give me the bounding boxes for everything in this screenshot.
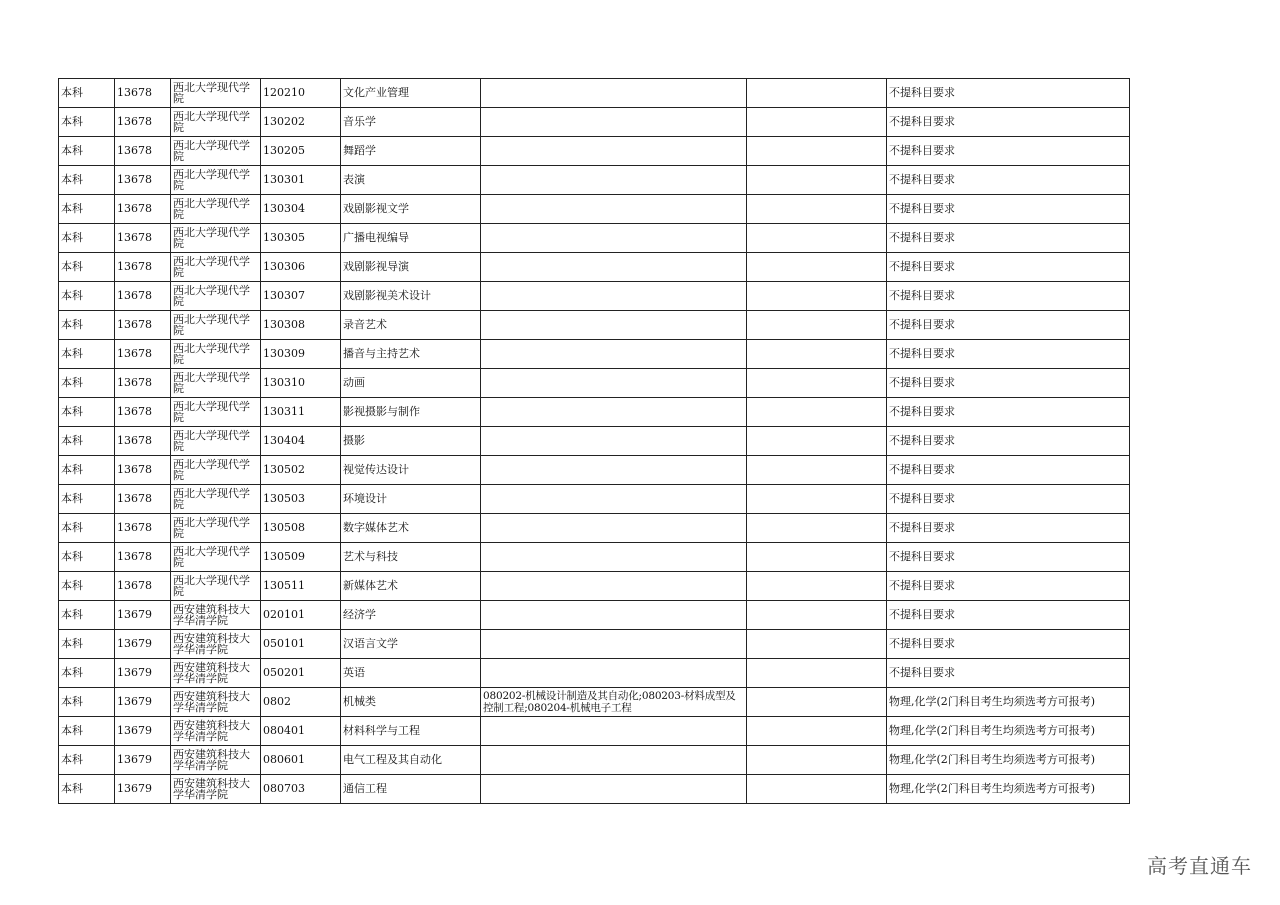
cell-major-name: 机械类 bbox=[341, 688, 481, 717]
cell-major-name: 汉语言文学 bbox=[341, 630, 481, 659]
cell-level: 本科 bbox=[59, 253, 115, 282]
cell-major-name: 动画 bbox=[341, 369, 481, 398]
table-row bbox=[59, 717, 1130, 746]
table-row bbox=[59, 630, 1130, 659]
cell-major-name: 录音艺术 bbox=[341, 311, 481, 340]
cell-included-majors bbox=[481, 253, 747, 282]
cell-included-majors bbox=[481, 572, 747, 601]
cell-subject-requirement: 不提科目要求 bbox=[887, 282, 1130, 311]
cell-major-name: 音乐学 bbox=[341, 108, 481, 137]
cell-school-name: 西北大学现代学院 bbox=[171, 485, 261, 514]
cell-level: 本科 bbox=[59, 224, 115, 253]
cell-major-name: 新媒体艺术 bbox=[341, 572, 481, 601]
cell-included-majors bbox=[481, 630, 747, 659]
cell-major-name: 戏剧影视美术设计 bbox=[341, 282, 481, 311]
cell-included-majors bbox=[481, 166, 747, 195]
table-row bbox=[59, 282, 1130, 311]
cell-level: 本科 bbox=[59, 166, 115, 195]
table-row bbox=[59, 543, 1130, 572]
cell-blank bbox=[747, 108, 887, 137]
cell-blank bbox=[747, 137, 887, 166]
cell-school-code: 13678 bbox=[115, 398, 171, 427]
cell-level: 本科 bbox=[59, 630, 115, 659]
cell-subject-requirement: 不提科目要求 bbox=[887, 601, 1130, 630]
table-row bbox=[59, 311, 1130, 340]
cell-subject-requirement: 不提科目要求 bbox=[887, 311, 1130, 340]
cell-included-majors bbox=[481, 427, 747, 456]
cell-major-code: 080601 bbox=[261, 746, 341, 775]
cell-blank bbox=[747, 224, 887, 253]
cell-level: 本科 bbox=[59, 456, 115, 485]
cell-school-name: 西安建筑科技大学华清学院 bbox=[171, 630, 261, 659]
cell-school-code: 13678 bbox=[115, 224, 171, 253]
cell-subject-requirement: 不提科目要求 bbox=[887, 485, 1130, 514]
table-row bbox=[59, 456, 1130, 485]
cell-subject-requirement: 物理,化学(2门科目考生均须选考方可报考) bbox=[887, 688, 1130, 717]
watermark-text: 高考直通车 bbox=[1147, 854, 1252, 878]
table-row bbox=[59, 195, 1130, 224]
cell-school-name: 西北大学现代学院 bbox=[171, 369, 261, 398]
cell-blank bbox=[747, 485, 887, 514]
cell-school-name: 西北大学现代学院 bbox=[171, 108, 261, 137]
cell-blank bbox=[747, 79, 887, 108]
cell-major-code: 130202 bbox=[261, 108, 341, 137]
cell-school-code: 13679 bbox=[115, 717, 171, 746]
cell-blank bbox=[747, 572, 887, 601]
cell-level: 本科 bbox=[59, 775, 115, 804]
table-row bbox=[59, 775, 1130, 804]
cell-major-code: 130306 bbox=[261, 253, 341, 282]
cell-school-code: 13679 bbox=[115, 688, 171, 717]
cell-major-code: 130502 bbox=[261, 456, 341, 485]
cell-blank bbox=[747, 369, 887, 398]
cell-school-name: 西北大学现代学院 bbox=[171, 282, 261, 311]
cell-school-name: 西北大学现代学院 bbox=[171, 79, 261, 108]
cell-major-code: 130305 bbox=[261, 224, 341, 253]
cell-school-code: 13679 bbox=[115, 601, 171, 630]
cell-major-code: 130205 bbox=[261, 137, 341, 166]
cell-major-code: 120210 bbox=[261, 79, 341, 108]
cell-school-name: 西北大学现代学院 bbox=[171, 166, 261, 195]
cell-blank bbox=[747, 398, 887, 427]
cell-level: 本科 bbox=[59, 369, 115, 398]
cell-major-code: 130310 bbox=[261, 369, 341, 398]
cell-school-name: 西北大学现代学院 bbox=[171, 137, 261, 166]
cell-subject-requirement: 不提科目要求 bbox=[887, 195, 1130, 224]
cell-blank bbox=[747, 601, 887, 630]
cell-school-code: 13678 bbox=[115, 311, 171, 340]
cell-subject-requirement: 不提科目要求 bbox=[887, 108, 1130, 137]
cell-school-name: 西北大学现代学院 bbox=[171, 195, 261, 224]
cell-school-name: 西北大学现代学院 bbox=[171, 572, 261, 601]
cell-school-name: 西北大学现代学院 bbox=[171, 224, 261, 253]
cell-school-name: 西北大学现代学院 bbox=[171, 398, 261, 427]
cell-school-name: 西北大学现代学院 bbox=[171, 456, 261, 485]
cell-level: 本科 bbox=[59, 485, 115, 514]
table-row bbox=[59, 340, 1130, 369]
cell-included-majors bbox=[481, 485, 747, 514]
cell-school-code: 13678 bbox=[115, 514, 171, 543]
table-row bbox=[59, 369, 1130, 398]
cell-blank bbox=[747, 166, 887, 195]
cell-subject-requirement: 物理,化学(2门科目考生均须选考方可报考) bbox=[887, 775, 1130, 804]
cell-subject-requirement: 不提科目要求 bbox=[887, 369, 1130, 398]
cell-level: 本科 bbox=[59, 572, 115, 601]
cell-major-code: 050101 bbox=[261, 630, 341, 659]
cell-blank bbox=[747, 630, 887, 659]
cell-major-name: 数字媒体艺术 bbox=[341, 514, 481, 543]
table-row bbox=[59, 166, 1130, 195]
admission-table bbox=[58, 78, 1130, 804]
cell-school-code: 13678 bbox=[115, 340, 171, 369]
table-body bbox=[59, 79, 1130, 804]
cell-school-code: 13678 bbox=[115, 253, 171, 282]
cell-included-majors bbox=[481, 195, 747, 224]
cell-school-code: 13679 bbox=[115, 746, 171, 775]
cell-blank bbox=[747, 543, 887, 572]
cell-subject-requirement: 不提科目要求 bbox=[887, 659, 1130, 688]
cell-included-majors bbox=[481, 79, 747, 108]
cell-school-code: 13679 bbox=[115, 630, 171, 659]
cell-level: 本科 bbox=[59, 311, 115, 340]
cell-level: 本科 bbox=[59, 340, 115, 369]
cell-included-majors bbox=[481, 601, 747, 630]
cell-subject-requirement: 不提科目要求 bbox=[887, 398, 1130, 427]
cell-major-code: 130509 bbox=[261, 543, 341, 572]
cell-major-code: 130304 bbox=[261, 195, 341, 224]
cell-major-code: 050201 bbox=[261, 659, 341, 688]
cell-major-name: 经济学 bbox=[341, 601, 481, 630]
cell-school-code: 13678 bbox=[115, 137, 171, 166]
cell-blank bbox=[747, 514, 887, 543]
cell-blank bbox=[747, 427, 887, 456]
cell-school-code: 13678 bbox=[115, 427, 171, 456]
table-row bbox=[59, 137, 1130, 166]
table-row bbox=[59, 79, 1130, 108]
cell-major-code: 130503 bbox=[261, 485, 341, 514]
cell-level: 本科 bbox=[59, 137, 115, 166]
cell-level: 本科 bbox=[59, 398, 115, 427]
cell-school-code: 13678 bbox=[115, 282, 171, 311]
cell-included-majors bbox=[481, 775, 747, 804]
cell-major-name: 舞蹈学 bbox=[341, 137, 481, 166]
table-row bbox=[59, 688, 1130, 717]
cell-subject-requirement: 不提科目要求 bbox=[887, 456, 1130, 485]
cell-level: 本科 bbox=[59, 543, 115, 572]
cell-major-code: 0802 bbox=[261, 688, 341, 717]
cell-major-code: 130508 bbox=[261, 514, 341, 543]
cell-subject-requirement: 不提科目要求 bbox=[887, 224, 1130, 253]
cell-school-name: 西北大学现代学院 bbox=[171, 543, 261, 572]
cell-major-code: 130308 bbox=[261, 311, 341, 340]
cell-school-name: 西安建筑科技大学华清学院 bbox=[171, 659, 261, 688]
cell-major-name: 文化产业管理 bbox=[341, 79, 481, 108]
cell-included-majors bbox=[481, 311, 747, 340]
cell-school-code: 13678 bbox=[115, 195, 171, 224]
cell-blank bbox=[747, 253, 887, 282]
table-row bbox=[59, 485, 1130, 514]
cell-major-name: 艺术与科技 bbox=[341, 543, 481, 572]
cell-school-name: 西北大学现代学院 bbox=[171, 427, 261, 456]
cell-blank bbox=[747, 311, 887, 340]
cell-school-code: 13678 bbox=[115, 108, 171, 137]
cell-included-majors bbox=[481, 137, 747, 166]
cell-level: 本科 bbox=[59, 601, 115, 630]
cell-school-code: 13679 bbox=[115, 659, 171, 688]
cell-included-majors bbox=[481, 369, 747, 398]
cell-major-name: 影视摄影与制作 bbox=[341, 398, 481, 427]
cell-included-majors bbox=[481, 108, 747, 137]
cell-included-majors bbox=[481, 224, 747, 253]
cell-level: 本科 bbox=[59, 195, 115, 224]
cell-major-name: 环境设计 bbox=[341, 485, 481, 514]
cell-blank bbox=[747, 775, 887, 804]
cell-school-name: 西安建筑科技大学华清学院 bbox=[171, 746, 261, 775]
cell-included-majors bbox=[481, 282, 747, 311]
cell-school-name: 西安建筑科技大学华清学院 bbox=[171, 601, 261, 630]
cell-major-code: 130301 bbox=[261, 166, 341, 195]
cell-major-name: 表演 bbox=[341, 166, 481, 195]
cell-subject-requirement: 不提科目要求 bbox=[887, 630, 1130, 659]
cell-major-code: 080401 bbox=[261, 717, 341, 746]
cell-level: 本科 bbox=[59, 659, 115, 688]
table-row bbox=[59, 601, 1130, 630]
cell-school-code: 13678 bbox=[115, 166, 171, 195]
cell-blank bbox=[747, 195, 887, 224]
cell-major-code: 130511 bbox=[261, 572, 341, 601]
cell-subject-requirement: 不提科目要求 bbox=[887, 79, 1130, 108]
cell-school-code: 13678 bbox=[115, 369, 171, 398]
cell-major-code: 130404 bbox=[261, 427, 341, 456]
cell-school-name: 西安建筑科技大学华清学院 bbox=[171, 775, 261, 804]
cell-blank bbox=[747, 717, 887, 746]
cell-level: 本科 bbox=[59, 688, 115, 717]
cell-level: 本科 bbox=[59, 717, 115, 746]
table-row bbox=[59, 514, 1130, 543]
table-row bbox=[59, 746, 1130, 775]
cell-included-majors bbox=[481, 340, 747, 369]
cell-subject-requirement: 不提科目要求 bbox=[887, 427, 1130, 456]
cell-subject-requirement: 不提科目要求 bbox=[887, 253, 1130, 282]
cell-school-name: 西北大学现代学院 bbox=[171, 311, 261, 340]
cell-level: 本科 bbox=[59, 282, 115, 311]
table-row bbox=[59, 427, 1130, 456]
cell-school-code: 13678 bbox=[115, 485, 171, 514]
cell-included-majors: 080202-机械设计制造及其自动化;080203-材料成型及控制工程;080204-机械电子工程 bbox=[481, 688, 747, 717]
cell-subject-requirement: 不提科目要求 bbox=[887, 166, 1130, 195]
cell-included-majors bbox=[481, 456, 747, 485]
table-row bbox=[59, 572, 1130, 601]
cell-major-name: 通信工程 bbox=[341, 775, 481, 804]
cell-major-name: 视觉传达设计 bbox=[341, 456, 481, 485]
cell-subject-requirement: 不提科目要求 bbox=[887, 137, 1130, 166]
cell-subject-requirement: 物理,化学(2门科目考生均须选考方可报考) bbox=[887, 717, 1130, 746]
cell-school-name: 西安建筑科技大学华清学院 bbox=[171, 688, 261, 717]
cell-level: 本科 bbox=[59, 108, 115, 137]
table-row bbox=[59, 398, 1130, 427]
cell-major-name: 摄影 bbox=[341, 427, 481, 456]
cell-school-code: 13678 bbox=[115, 456, 171, 485]
cell-level: 本科 bbox=[59, 746, 115, 775]
cell-level: 本科 bbox=[59, 79, 115, 108]
cell-included-majors bbox=[481, 543, 747, 572]
cell-major-code: 080703 bbox=[261, 775, 341, 804]
cell-included-majors bbox=[481, 659, 747, 688]
cell-subject-requirement: 不提科目要求 bbox=[887, 514, 1130, 543]
cell-major-name: 戏剧影视导演 bbox=[341, 253, 481, 282]
cell-subject-requirement: 不提科目要求 bbox=[887, 572, 1130, 601]
cell-school-name: 西安建筑科技大学华清学院 bbox=[171, 717, 261, 746]
cell-included-majors bbox=[481, 514, 747, 543]
cell-blank bbox=[747, 340, 887, 369]
cell-school-code: 13678 bbox=[115, 79, 171, 108]
cell-subject-requirement: 不提科目要求 bbox=[887, 543, 1130, 572]
cell-included-majors bbox=[481, 717, 747, 746]
cell-school-name: 西北大学现代学院 bbox=[171, 514, 261, 543]
cell-major-code: 020101 bbox=[261, 601, 341, 630]
table-row bbox=[59, 253, 1130, 282]
cell-school-code: 13678 bbox=[115, 572, 171, 601]
cell-blank bbox=[747, 282, 887, 311]
cell-major-name: 戏剧影视文学 bbox=[341, 195, 481, 224]
cell-major-name: 广播电视编导 bbox=[341, 224, 481, 253]
cell-blank bbox=[747, 688, 887, 717]
cell-subject-requirement: 物理,化学(2门科目考生均须选考方可报考) bbox=[887, 746, 1130, 775]
table-row bbox=[59, 224, 1130, 253]
table-row bbox=[59, 108, 1130, 137]
cell-level: 本科 bbox=[59, 514, 115, 543]
cell-blank bbox=[747, 659, 887, 688]
cell-blank bbox=[747, 456, 887, 485]
cell-school-code: 13679 bbox=[115, 775, 171, 804]
cell-major-name: 材料科学与工程 bbox=[341, 717, 481, 746]
cell-major-name: 电气工程及其自动化 bbox=[341, 746, 481, 775]
table-row bbox=[59, 659, 1130, 688]
cell-major-name: 播音与主持艺术 bbox=[341, 340, 481, 369]
cell-major-code: 130311 bbox=[261, 398, 341, 427]
cell-level: 本科 bbox=[59, 427, 115, 456]
cell-school-code: 13678 bbox=[115, 543, 171, 572]
cell-blank bbox=[747, 746, 887, 775]
cell-included-majors bbox=[481, 746, 747, 775]
cell-school-name: 西北大学现代学院 bbox=[171, 253, 261, 282]
cell-included-majors bbox=[481, 398, 747, 427]
cell-major-code: 130309 bbox=[261, 340, 341, 369]
cell-major-name: 英语 bbox=[341, 659, 481, 688]
cell-school-name: 西北大学现代学院 bbox=[171, 340, 261, 369]
cell-subject-requirement: 不提科目要求 bbox=[887, 340, 1130, 369]
cell-major-code: 130307 bbox=[261, 282, 341, 311]
